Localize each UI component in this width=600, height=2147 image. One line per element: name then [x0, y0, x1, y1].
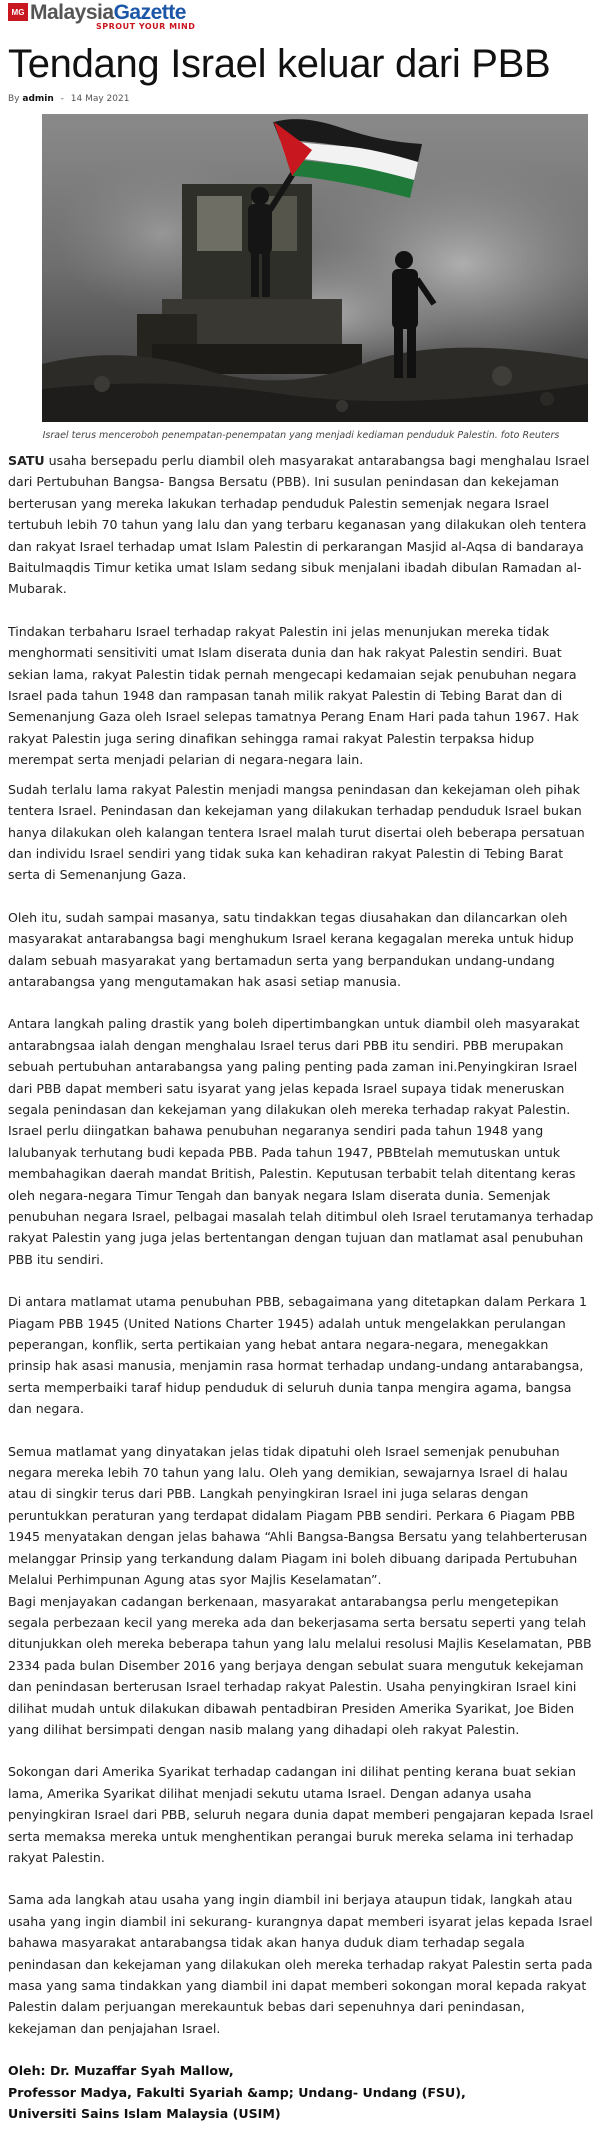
- paragraph-gap: [8, 771, 594, 779]
- signature-line-1: Oleh: Dr. Muzaffar Syah Mallow,: [8, 2063, 234, 2079]
- logo-name-part1: Malaysia: [30, 1, 114, 24]
- signature-line-2: Professor Madya, Fakulti Syariah &amp; Undang- Undang (FSU),: [8, 2084, 466, 2100]
- article-paragraph-10: Sama ada langkah atau usaha yang ingin diambil ini berjaya ataupun tidak, langkah atau usaha yang ingin diambil ini sekurang- kurangnya dapat memberi isyarat jelas kepada Israel bahawa masyarakat antarabangsa tidak akan hanya duduk diam terhadap segala penindasan dan kekejaman yang dilakukan oleh mereka terhadap rakyat Palestin serta pada masa yang sama tindakkan yang diambil ini dapat memberi sokongan moral kepada rakyat Palestin dalam perjuangan merekauntuk bebas dari sepenuhnya dari penindasan, kekejaman dan penjajahan Israel.: [8, 1892, 593, 2036]
- article-paragraph-2: Tindakan terbaharu Israel terhadap rakyat Palestin ini jelas menunjukan mereka tidak menghormati sensitiviti umat Islam diserata dunia dan hak rakyat Palestin sendiri. Buat sekian lama, rakyat Palestin tidak pernah mengecapi kedamaian sejak penubuhan negara Israel pada tahun 1948 dan rampasan tanah milik rakyat Palestin di Tebing Barat dan di Semenanjung Gaza oleh Israel selepas tamatnya Perang Enam Hari pada tahun 1967. Hak rakyat Palestin juga sering dinafikan sehingga ramai rakyat Palestin terpaksa hidup merempat serta menjadi pelarian di negara-negara lain.: [8, 623, 579, 768]
- protest-photo: [42, 114, 588, 422]
- article-title: Tendang Israel keluar dari PBB: [8, 42, 551, 86]
- article-paragraph-1: [8, 450, 594, 600]
- signature-line-3: Universiti Sains Islam Malaysia (USIM): [8, 2106, 281, 2122]
- publish-date: 14 May 2021: [70, 94, 130, 104]
- logo-tagline: SPROUT YOUR MIND: [96, 22, 196, 31]
- article-paragraph-6: Di antara matlamat utama penubuhan PBB, sebagaimana yang ditetapkan dalam Perkara 1 Piagam PBB 1945 (United Nations Charter 1945) adalah untuk mengelakkan perulangan peperangan, konflik, serta pertikaian yang hebat antara negara-negara, menegakkan prinsip hak asasi manusia, menjamin rasa hormat terhadap undang-undang antarabangsa, serta memperbaiki taraf hidup penduduk di seluruh dunia tanpa mengira agama, bangsa dan negara.: [8, 1294, 588, 1417]
- author-link[interactable]: admin: [22, 94, 54, 104]
- logo-name: [30, 2, 195, 23]
- site-header: [8, 0, 594, 34]
- article-paragraph-7: Semua matlamat yang dinyatakan jelas tidak dipatuhi oleh Israel semenjak penubuhan negara mereka lebih 70 tahun yang lalu. Oleh yang demikian, sewajarnya Israel di halau atau di singkir terus dari PBB. Langkah penyingkiran Israel ini juga selaras dengan peruntukkan peraturan yang terdapat didalam Piagam PBB sendiri. Perkara 6 Piagam PBB 1945 menyatakan dengan jelas bahawa “Ahli Bangsa-Bangsa Bersatu yang telahberterusan melanggar Prinsip yang terkandung dalam Piagam ini boleh dibuang daripada Pertubuhan Melalui Perhimpunan Agung atas syor Majlis Keselamatan”.: [8, 1443, 588, 1588]
- logo-badge: MG: [8, 3, 28, 21]
- logo-text: [30, 2, 195, 31]
- logo-name-part2: Gazette: [113, 1, 186, 24]
- image-caption: Israel terus menceroboh penempatan-penempatan yang menjadi kediaman penduduk Palestin. foto Reuters: [42, 430, 560, 441]
- paragraph-gap: [8, 1740, 594, 1761]
- paragraph-gap: [8, 992, 594, 1013]
- article-meta: [8, 94, 594, 108]
- paragraph-gap: [8, 1868, 594, 1889]
- by-label: By: [8, 94, 20, 104]
- article-paragraph-3: Sudah terlalu lama rakyat Palestin menjadi mangsa penindasan dan kekejaman oleh pihak tentera Israel. Penindasan dan kekejaman yang dilakukan terhadap penduduk Israel bukan hanya dilakukan oleh kalangan tentera Israel malah turut disertai oleh beberapa persatuan dan individu Israel sendiri yang tidak suka kan kehadiran rakyat Palestin di Tebing Barat serta di Semenanjung Gaza.: [8, 781, 585, 883]
- paragraph-gap: [8, 2039, 594, 2060]
- paragraph-gap: [8, 886, 594, 907]
- site-logo[interactable]: [8, 2, 195, 31]
- article-paragraph-9: Sokongan dari Amerika Syarikat terhadap cadangan ini dilihat penting kerana buat sekian lama, Amerika Syarikat dilihat menjadi sekutu utama Israel. Dengan adanya usaha penyingkiran Israel dari PBB, seluruh negara dunia dapat memberi pengajaran kepada Israel serta memaksa mereka untuk menghentikan perangai buruk mereka selama ini terhadap rakyat Palestin.: [8, 1764, 594, 1865]
- article-image: [42, 114, 588, 422]
- paragraph-gap: [8, 600, 594, 621]
- article-body: [8, 450, 594, 2124]
- article-paragraph-8: Bagi menjayakan cadangan berkenaan, masyarakat antarabangsa perlu mengetepikan segala perbezaan kecil yang mereka ada dan bekerjasama serta bersatu seperti yang telah ditunjukkan oleh mereka beberapa tahun yang lalu melalui resolusi Majlis Keselamatan, PBB 2334 pada bulan Disember 2016 yang berjaya dengan sebulat suara mengutuk kekejaman dan penindasan berterusan Israel terhadap rakyat Palestin. Usaha penyingkiran Israel kini dilihat mudah untuk dilakukan dibawah pentadbiran Presiden Amerika Syarikat, Joe Biden yang dilihat bersimpati dengan nasib malang yang dihadapi oleh rakyat Palestin.: [8, 1593, 592, 1737]
- paragraph-gap: [8, 1270, 594, 1291]
- lead-word: SATU: [8, 453, 45, 468]
- article-paragraph-5: Antara langkah paling drastik yang boleh dipertimbangkan untuk diambil oleh masyarakat antarabngsaa ialah dengan menghalau Israel terus dari PBB itu sendiri. PBB merupakan sebuah pertubuhan antarabangsa yang paling penting pada zaman ini.Penyingkiran Israel dari PBB dapat memberi satu isyarat yang jelas kepada Israel supaya tidak meneruskan segala penindasan dan kekejaman yang dilakukan oleh mereka terhadap rakyat Palestin. Israel perlu diingatkan bahawa penubuhan negaranya sendiri pada tahun 1948 yang lalubanyak terhutang budi kepada PBB. Pada tahun 1947, PBBtelah memutuskan untuk membahagikan daerah mandat British, Palestin. Keputusan terbabit telah ditentang keras oleh negara-negara Timur Tengah dan banyak negara Islam diserata dunia. Semenjak penubuhan negara Israel, pelbagai masalah telah ditimbul oleh Israel terutamanya terhadap rakyat Palestin yang juga jelas bertentangan dengan tujuan dan matlamat asal penubuhan PBB itu sendiri.: [8, 1016, 594, 1267]
- author-signature: [8, 2060, 594, 2124]
- meta-separator: -: [60, 94, 64, 104]
- paragraph-1-text: usaha bersepadu perlu diambil oleh masyarakat antarabangsa bagi menghalau Israel dari Pertubuhan Bangsa- Bangsa Bersatu (PBB). Ini susulan penindasan dan kekejaman berterusan yang mereka lakukan terhadap penduduk Palestin semenjak negara Israel tertubuh lebih 70 tahun yang lalu dan yang terbaru keganasan yang dilakukan oleh tentera dan rakyat Israel terhadap umat Islam Palestin di perkarangan Masjid al-Aqsa di bandaraya Baitulmaqdis Timur ketika umat Islam sedang sibuk menjalani ibadah dibulan Ramadan al-Mubarak.: [8, 453, 590, 597]
- article-paragraph-4: Oleh itu, sudah sampai masanya, satu tindakkan tegas diusahakan dan dilancarkan oleh masyarakat antarabangsa bagi menghukum Israel kerana kegagalan mereka untuk hidup dalam sebuah masyarakat yang bertamadun serta yang berpandukan undang-undang antarabangsa yang mengutamakan hak asasi setiap manusia.: [8, 909, 574, 989]
- paragraph-gap: [8, 1420, 594, 1441]
